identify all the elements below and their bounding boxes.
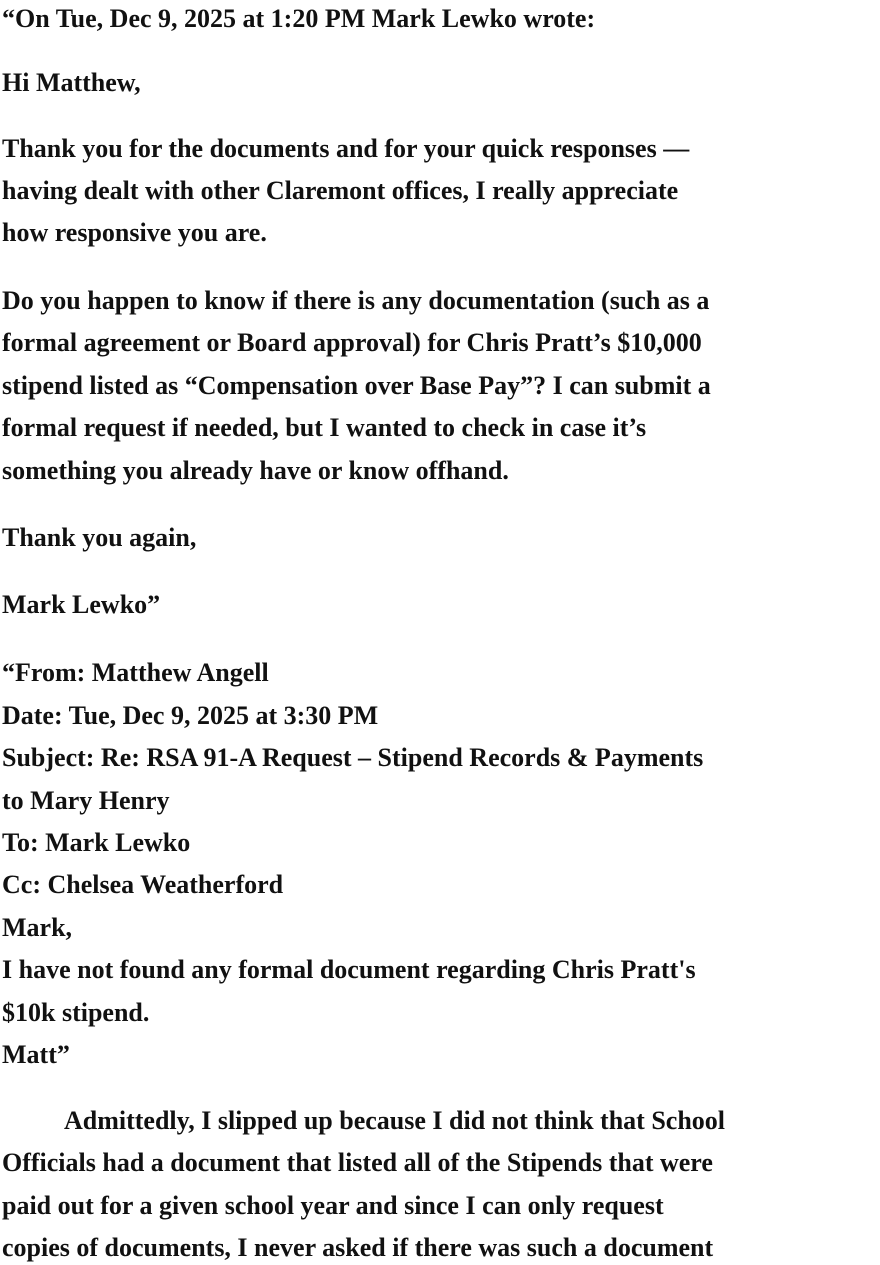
email-paragraph-line: stipend listed as “Compensation over Base Pay”? I can submit a [2,371,711,400]
reply-cc: Cc: Chelsea Weatherford [2,870,284,899]
reply-to: To: Mark Lewko [2,828,191,857]
email-signature: Mark Lewko” [2,590,161,619]
email-header: “On Tue, Dec 9, 2025 at 1:20 PM Mark Lewko wrote: [2,4,596,33]
email-paragraph-line: formal agreement or Board approval) for Chris Pratt’s $10,000 [2,328,702,357]
reply-body-line: I have not found any formal document regarding Chris Pratt's [2,955,696,984]
email-paragraph-line: Thank you for the documents and for your quick responses — [2,134,690,163]
narrative-line: copies of documents, I never asked if there was such a document [2,1233,714,1262]
email-paragraph-line: something you already have or know offhand. [2,456,509,485]
narrative-line: Admittedly, I slipped up because I did not think that School [64,1106,726,1135]
reply-signature: Matt” [2,1040,70,1069]
reply-subject: Subject: Re: RSA 91-A Request – Stipend Records & Payments [2,743,704,772]
reply-subject: to Mary Henry [2,786,170,815]
reply-from: “From: Matthew Angell [2,658,269,687]
reply-date: Date: Tue, Dec 9, 2025 at 3:30 PM [2,701,379,730]
email-greeting: Hi Matthew, [2,68,141,97]
narrative-line: paid out for a given school year and since I can only request [2,1191,664,1220]
email-paragraph-line: having dealt with other Claremont offices, I really appreciate [2,176,679,205]
reply-body-line: $10k stipend. [2,998,150,1027]
reply-greeting: Mark, [2,913,73,942]
email-paragraph-line: Do you happen to know if there is any documentation (such as a [2,286,710,315]
email-paragraph-line: formal request if needed, but I wanted to check in case it’s [2,413,647,442]
email-closing: Thank you again, [2,523,197,552]
email-paragraph-line: how responsive you are. [2,218,267,247]
narrative-line: Officials had a document that listed all of the Stipends that were [2,1148,713,1177]
